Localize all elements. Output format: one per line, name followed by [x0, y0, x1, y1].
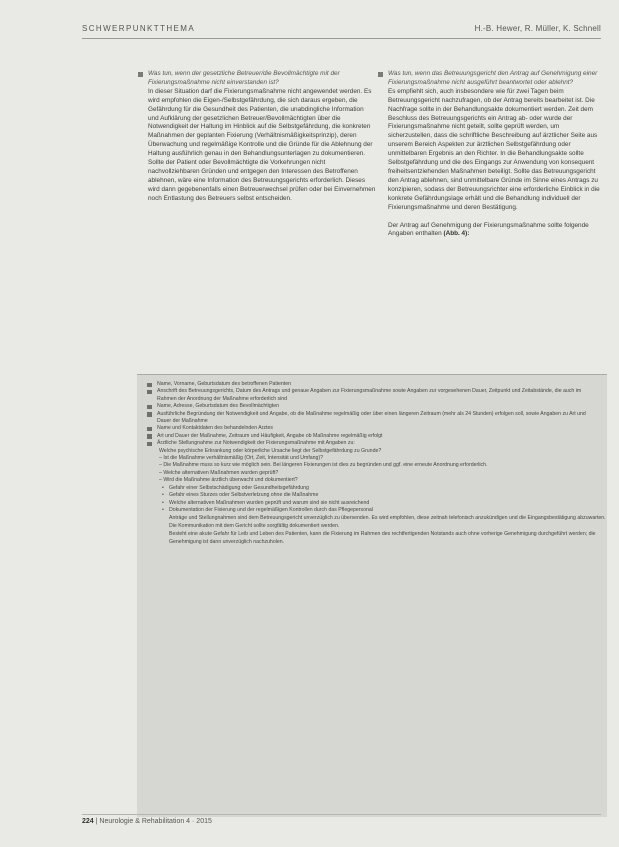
box-item: Name, Vorname, Geburtsdatum des betroffenen Patienten [145, 381, 599, 388]
footer-rule [82, 814, 601, 815]
square-bullet-icon [147, 405, 152, 410]
box-item: Ärztliche Stellungnahme zur Notwendigkeit der Fixierungsmaßnahme mit Angaben zu: [145, 440, 599, 447]
page-number: 224 [82, 818, 94, 825]
box-item: Name, Adresse, Geburtsdatum des Bevollmächtigten [145, 403, 599, 410]
page-footer: 224 | Neurologie & Rehabilitation 4 · 2015 [82, 818, 212, 825]
box-bullet2: • Gefahr eines Sturzes oder Selbstverletzung ohne die Maßnahme [162, 492, 319, 499]
box-paragraph: Besteht eine akute Gefahr für Leib und Leben des Patienten, kann die Fixierung im Rahmen des rechtfertigenden Notstands auch ohne vorherige Genehmigung durchgeführt werden; die Genehmigung ist dann unverzüglich nachzuholen. [169, 531, 596, 545]
left-question: Was tun, wenn der gesetzliche Betreuer/die Bevollmächtigte mit der Fixierungsmaßnahme nicht einverstanden ist? [148, 70, 376, 88]
box-sub-line: – Welche alternativen Maßnahmen wurden geprüft? [159, 469, 279, 476]
box-paragraph: Anträge und Stellungnahmen sind dem Betreuungsgericht unverzüglich zu übersenden. Es wird empfohlen, diese zeitnah telefonisch anzukündigen und die Eingangsbestätigung abzuwarten. Die Kommunikation mit dem Gericht sollte sorgfältig dokumentiert werden. [169, 515, 606, 529]
journal-name: Neurologie & Rehabilitation 4 · 2015 [99, 818, 212, 825]
page-header [82, 22, 601, 36]
section-title: SCHWERPUNKTTHEMA [82, 24, 196, 33]
box-sub-line: – Die Maßnahme muss so kurz wie möglich sein. Bei längeren Fixierungen ist dies zu begründen und ggf. eine erneute Anordnung erforderlich. [159, 462, 488, 469]
box-bullet2: • Dokumentation der Fixierung und der regelmäßigen Kontrollen durch das Pflegepersonal [162, 506, 373, 513]
square-bullet-icon [147, 390, 152, 395]
box-item: Anschrift des Betreuungsgerichts, Datum des Antrags und genaue Angaben zur Fixierungsmaßnahme sowie Angaben zur vorgesehenen Dauer, Zeitpunkt und Zeitabstände, die auch im Rahmen der Anordnung der Maßnahme erforderlich sind [145, 388, 599, 403]
square-bullet-icon [147, 383, 152, 388]
square-bullet-icon [147, 412, 152, 417]
box-sub-line: – Ist die Maßnahme verhältnismäßig (Ort, Zeit, Intensität und Umfang)? [159, 455, 324, 462]
right-question: Was tun, wenn das Betreuungsgericht den Antrag auf Genehmigung einer Fixierungsmaßnahme nicht ausgeführt beantwortet oder ablehnt? [388, 70, 602, 88]
info-box [137, 374, 607, 817]
right-column [388, 70, 602, 239]
square-bullet-icon [147, 442, 152, 447]
right-closing: Der Antrag auf Genehmigung der Fixierungsmaßnahme sollte folgende Angaben enthalten (Abb. 4): [388, 221, 589, 238]
box-item: Art und Dauer der Maßnahme, Zeitraum und Häufigkeit, Angabe ob Maßnahme regelmäßig erfolgt [145, 433, 599, 440]
box-sub-line: – Wird die Maßnahme ärztlich überwacht und dokumentiert? [159, 477, 298, 484]
box-bullet2: • Gefahr einer Selbstschädigung oder Gesundheitsgefährdung [162, 484, 309, 491]
square-bullet-icon [138, 72, 143, 77]
box-item: Ausführliche Begründung der Notwendigkeit und Angabe, ob die Maßnahme regelmäßig oder über einen längeren Zeitraum (mehr als 24 Stunden) erfolgen soll, sowie Angaben zu Art und Dauer der Maßnahme [145, 411, 599, 426]
header-rule [82, 38, 601, 39]
square-bullet-icon [147, 434, 152, 439]
square-bullet-icon [378, 72, 383, 77]
authors: H.-B. Hewer, R. Müller, K. Schnell [474, 24, 601, 33]
square-bullet-icon [147, 427, 152, 432]
left-column [148, 70, 376, 204]
box-sub-line: Welche psychische Erkrankung oder körperliche Ursache liegt der Selbstgefährdung zu Grunde? [159, 447, 382, 454]
box-bullet2: • Welche alternativen Maßnahmen wurden geprüft und warum sind sie nicht ausreichend [162, 499, 370, 506]
right-answer: Es empfiehlt sich, auch insbesondere wie für zwei Tagen beim Betreuungsgericht nachzufragen, ob der Antrag bereits bearbeitet ist. Die Nachfrage sollte in der Behandlungsakte dokumentiert werden. Zeit dem Beschluss des Betreuungsgerichts ein Antrag ab- oder wurde der Fixierungsmaßnahme nicht geteilt, sollte geprüft werden, um sicherzustellen, dass die schriftliche Beschreibung auf ärztlicher Seite aus unserem Bereich Aspekten zur ärztlichen Selbstgefährdung oder unmittelbaren Ergebnis an den Richter. In die Behandlungsakte sollte Selbstgefährdung und die des Eingangs zur Anwendung von konsequent freiheitsentziehenden Maßnahmen beteiligt. Sollte das Betreuungsgericht den Antrag ablehnen, sind unmittelbare Gründe im Sinne eines Antrags zu konzipieren, sodass der Betreuungsrichter eine erforderliche Einblick in die konkrete Gefährdungslage erhält und die Behandlung individuell der Fixierungsmaßnahme und deren Bestätigung. [388, 87, 600, 211]
left-answer: In dieser Situation darf die Fixierungsmaßnahme nicht angewendet werden. Es wird empfohlen die Eigen-/Selbstgefährdung, die sich daraus ergeben, die Gefährdung für die Gesundheit des Patienten, die unabdingliche Information und Aufklärung der gesetzlichen Betreuer/Bevollmächtigten über die Notwendigkeit der Haltung im Hinblick auf die Selbstgefährdung, die konkreten Maßnahmen der geplanten Fixierung (Verhältnismäßigkeitsprinzip), deren Überwachung und regelmäßige Kontrolle und die Gründe für die Ablehnung der Haltung ausführlich genau in den Behandlungsunterlagen zu dokumentieren. Sollte der Patient oder Bevollmächtigte die Vorkehrungen nicht nachvollziehbaren Gründen und entgegen den Interessen des Betroffenen ablehnen, wäre eine Information des Betreuungsgerichts erforderlich. Dieses wird dann gegebenenfalls einen Betreuerwechsel prüfen oder bei Einvernehmen noch Entlastung des Betreuers selbst entscheiden. [148, 87, 376, 202]
box-item: Name und Kontaktdaten des behandelnden Arztes [145, 425, 599, 432]
